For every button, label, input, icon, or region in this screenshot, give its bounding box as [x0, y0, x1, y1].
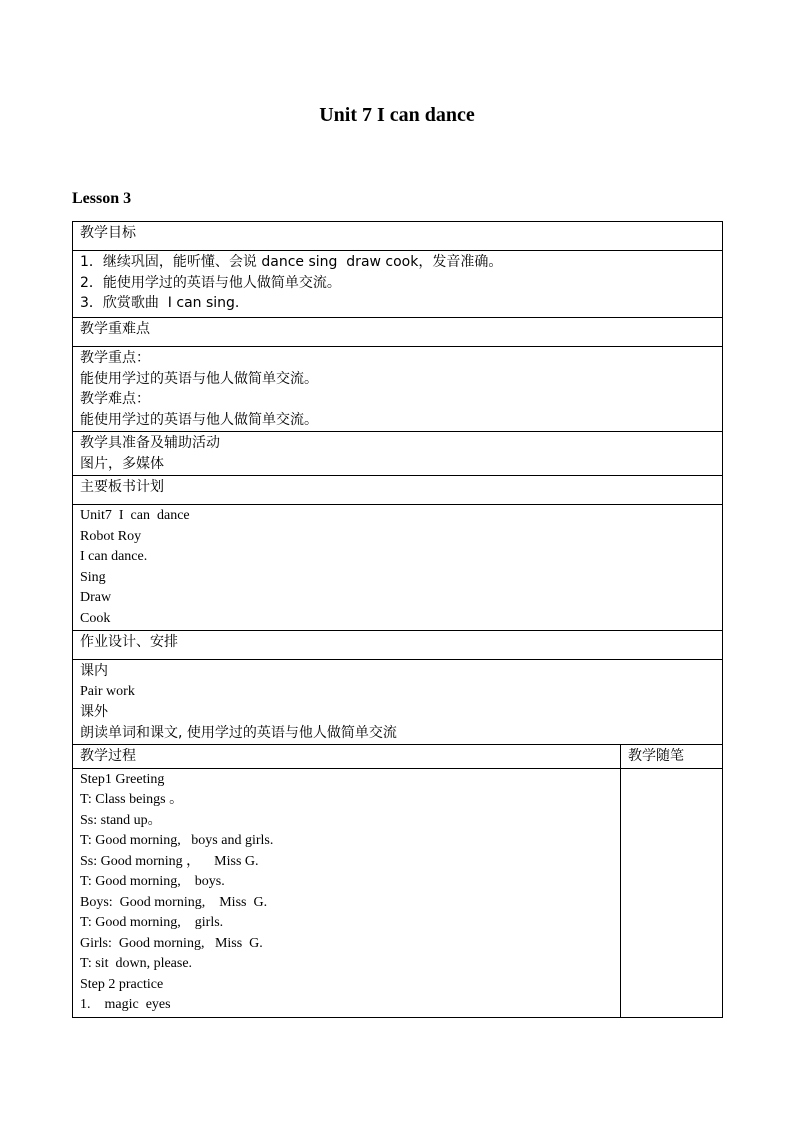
keypoints-cell [73, 347, 723, 432]
homework-heading: 作业设计、安排 [73, 631, 723, 660]
lesson-plan-table [72, 221, 723, 1018]
homework-heading-row [73, 631, 723, 660]
process-line: Ss: stand up。 [80, 812, 162, 828]
lesson-label: Lesson 3 [72, 190, 132, 207]
homework-line: Pair work [80, 683, 135, 699]
process-line: Girls: Good morning, Miss G. [80, 935, 263, 951]
keypoint-line: 能使用学过的英语与他人做简单交流。 [80, 411, 318, 428]
prep-content: 图片，多媒体 [80, 455, 164, 472]
board-line: Unit7 I can dance [80, 508, 190, 523]
goal-item: 2．能使用学过的英语与他人做简单交流。 [80, 274, 341, 291]
document-title: Unit 7 I can dance [319, 104, 475, 126]
prep-cell [73, 432, 723, 476]
board-row [73, 505, 723, 631]
process-line: T: Class beings 。 [80, 792, 184, 807]
prep-heading: 教学具准备及辅助活动 [80, 435, 220, 451]
process-line: T: Good morning, boys. [80, 874, 225, 889]
homework-line: 课内 [80, 663, 108, 679]
keypoints-heading: 教学重难点 [73, 318, 723, 347]
homework-line: 朗读单词和课文, 使用学过的英语与他人做简单交流 [80, 724, 397, 741]
process-line: 1. magic eyes [80, 997, 171, 1012]
prep-row [73, 432, 723, 476]
goals-heading-row [73, 222, 723, 251]
keypoints-heading-row [73, 318, 723, 347]
board-line: I can dance. [80, 549, 148, 564]
process-line: Step 2 practice [80, 976, 164, 992]
process-row [73, 768, 723, 1017]
goal-item: 1．继续巩固，能听懂、会说 dance sing draw cook，发音准确。 [80, 254, 503, 270]
board-line: Robot Roy [80, 528, 142, 544]
keypoint-line: 教学重点： [80, 350, 150, 366]
process-heading: 教学过程 [73, 745, 621, 769]
notes-heading: 教学随笔 [621, 745, 723, 769]
board-heading: 主要板书计划 [73, 476, 723, 505]
process-line: Ss: Good morning ， Miss G. [80, 853, 259, 869]
goals-heading: 教学目标 [73, 222, 723, 251]
goals-row [73, 251, 723, 318]
homework-line: 课外 [80, 704, 108, 720]
homework-cell [73, 660, 723, 745]
process-line: T: Good morning, boys and girls. [80, 833, 274, 848]
goals-cell [73, 251, 723, 318]
process-line: Boys: Good morning, Miss G. [80, 894, 268, 910]
keypoint-line: 能使用学过的英语与他人做简单交流。 [80, 370, 318, 387]
board-line: Cook [80, 610, 111, 626]
process-line: T: Good morning, girls. [80, 915, 224, 930]
homework-row [73, 660, 723, 745]
board-line: Draw [80, 590, 112, 605]
keypoints-row [73, 347, 723, 432]
process-line: T: sit down, please. [80, 956, 193, 971]
keypoint-line: 教学难点： [80, 391, 150, 407]
goal-item: 3．欣赏歌曲 I can sing. [80, 295, 240, 311]
board-line: Sing [80, 569, 106, 585]
process-line: Step1 Greeting [80, 771, 165, 787]
board-heading-row [73, 476, 723, 505]
notes-cell [621, 768, 723, 1017]
board-cell [73, 505, 723, 631]
process-heading-row [73, 745, 723, 769]
process-cell [73, 768, 621, 1017]
